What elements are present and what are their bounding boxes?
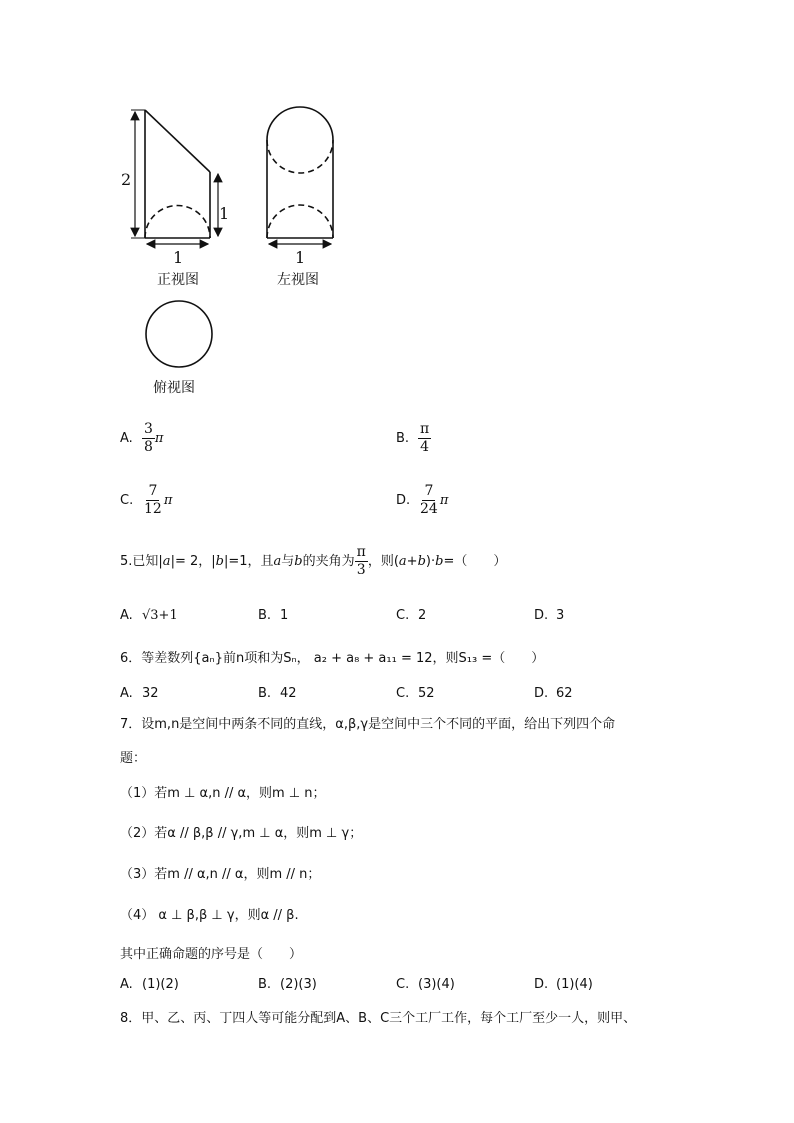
vector-a: a <box>398 553 407 569</box>
q6-option-b[interactable]: B. 42 <box>258 686 297 701</box>
q7-option-b[interactable]: B. (2)(3) <box>258 977 317 992</box>
vector-b: b <box>294 553 303 569</box>
fraction: $\frac{3}{8}$ <box>144 421 153 455</box>
q7-proposition-2: （2）若α // β,β // γ,m ⊥ α，则m ⊥ γ； <box>120 826 363 841</box>
q6-option-a[interactable]: A. 32 <box>120 686 159 701</box>
fraction: $\frac{7}{24}$ <box>420 483 438 517</box>
option-label: A. <box>120 430 133 446</box>
option-label: D. <box>396 492 411 508</box>
q5-option-a[interactable]: A. √3+1 <box>120 608 178 623</box>
q7-option-a[interactable]: A. (1)(2) <box>120 977 179 992</box>
top-view <box>146 301 212 367</box>
vector-a: a <box>162 553 171 569</box>
q7-option-c[interactable]: C. (3)(4) <box>396 977 455 992</box>
pi-symbol: π <box>439 492 449 508</box>
q7-option-d[interactable]: D. (1)(4) <box>534 977 593 992</box>
pi-symbol: π <box>163 492 173 508</box>
q5-option-b[interactable]: B. 1 <box>258 608 289 623</box>
front-view-caption: 正视图 <box>157 272 199 288</box>
three-view-figure <box>0 0 794 400</box>
vector-b: b <box>215 553 224 569</box>
q4-option-c[interactable] <box>120 484 172 516</box>
q5-option-c[interactable]: C. 2 <box>396 608 427 623</box>
q7-proposition-4: （4） α ⊥ β,β ⊥ γ，则α // β. <box>120 908 299 923</box>
front-right-height-label: 1 <box>219 204 230 223</box>
side-view-caption: 左视图 <box>277 272 319 288</box>
front-width-label: 1 <box>173 248 184 267</box>
vector-a: a <box>273 553 282 569</box>
q4-option-d[interactable] <box>396 484 448 516</box>
option-label: B. <box>396 430 410 446</box>
top-view-caption: 俯视图 <box>153 380 195 396</box>
q7-proposition-3: （3）若m // α,n // α，则m // n； <box>120 867 321 882</box>
q6-option-c[interactable]: C. 52 <box>396 686 435 701</box>
fraction: $\frac{7}{12}$ <box>144 483 162 517</box>
q6-stem: 6．等差数列{aₙ}前n项和为Sₙ， a₂ + a₈ + a₁₁ = 12，则S₁₃ =（ ） <box>120 651 545 666</box>
q6-option-d[interactable]: D. 62 <box>534 686 573 701</box>
q8-stem: 8．甲、乙、丙、丁四人等可能分配到A、B、C三个工厂工作，每个工厂至少一人，则甲、 <box>120 1011 637 1026</box>
q7-proposition-1: （1）若m ⊥ α,n // α，则m ⊥ n； <box>120 786 326 801</box>
vector-b: b <box>417 553 426 569</box>
side-width-label: 1 <box>295 248 306 267</box>
angle-fraction: $\frac{\pi}{3}$ <box>356 544 366 578</box>
q7-stem-line1: 7．设m,n是空间中两条不同的直线，α,β,γ是空间中三个不同的平面，给出下列四个命 <box>120 717 616 732</box>
q5-stem: 5. 已知| a |= 2，| b |=1，且 a 与 b 的夹角为 $\frac{\pi}{3}$ ，则( a + b )· b =（ ） <box>120 544 507 578</box>
pi-symbol: π <box>154 430 164 446</box>
q7-stem-line2: 题： <box>120 751 147 766</box>
side-view <box>267 107 333 244</box>
option-label: C. <box>120 492 134 508</box>
front-view <box>131 110 218 244</box>
front-height-label: 2 <box>121 170 132 189</box>
q4-option-b[interactable] <box>396 422 431 454</box>
fraction: $\frac{\pi}{4}$ <box>420 421 430 455</box>
q5-option-d[interactable]: D. 3 <box>534 608 565 623</box>
vector-b: b <box>435 553 444 569</box>
q7-question: 其中正确命题的序号是（ ） <box>120 947 303 962</box>
q4-option-a[interactable] <box>120 422 163 454</box>
